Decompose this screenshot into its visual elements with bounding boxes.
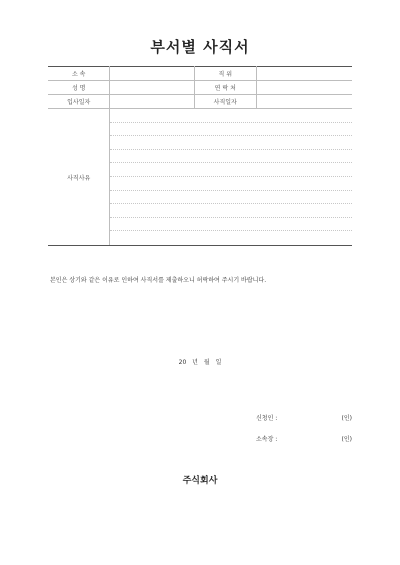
hire-date-label: 입사일자 — [48, 95, 110, 109]
contact-field[interactable] — [256, 81, 352, 95]
contact-label: 연 락 처 — [194, 81, 256, 95]
reason-label: 사직사유 — [48, 109, 110, 246]
supervisor-signature[interactable] — [256, 434, 352, 443]
document-title: 부서별 사직서 — [150, 38, 250, 56]
position-label: 직 위 — [194, 67, 256, 81]
supervisor-label: 소속장 : — [256, 436, 278, 443]
resignation-date-field[interactable] — [256, 95, 352, 109]
department-label: 소 속 — [48, 67, 110, 81]
supervisor-seal: (인) — [341, 436, 352, 443]
name-field[interactable] — [110, 81, 194, 95]
applicant-label: 신청인 : — [256, 415, 278, 422]
form-row-reason — [48, 109, 352, 246]
resignation-statement: 본인은 상기와 같은 이유로 인하여 사직서를 제출하오니 허락하여 주시기 바랍니다. — [50, 277, 267, 284]
form-row-dates — [48, 95, 352, 109]
hire-date-field[interactable] — [110, 95, 194, 109]
form-row-department — [48, 67, 352, 81]
department-field[interactable] — [110, 67, 194, 81]
name-label: 성 명 — [48, 81, 110, 95]
resignation-date-label: 사직일자 — [194, 95, 256, 109]
reason-lines — [110, 109, 352, 245]
date-line: 20 년 월 일 — [178, 359, 222, 366]
company-name: 주식회사 — [182, 476, 218, 486]
applicant-signature[interactable] — [256, 413, 352, 422]
reason-field[interactable] — [110, 109, 352, 246]
form-row-name — [48, 81, 352, 95]
resignation-form-table — [48, 66, 352, 246]
position-field[interactable] — [256, 67, 352, 81]
applicant-seal: (인) — [341, 415, 352, 422]
